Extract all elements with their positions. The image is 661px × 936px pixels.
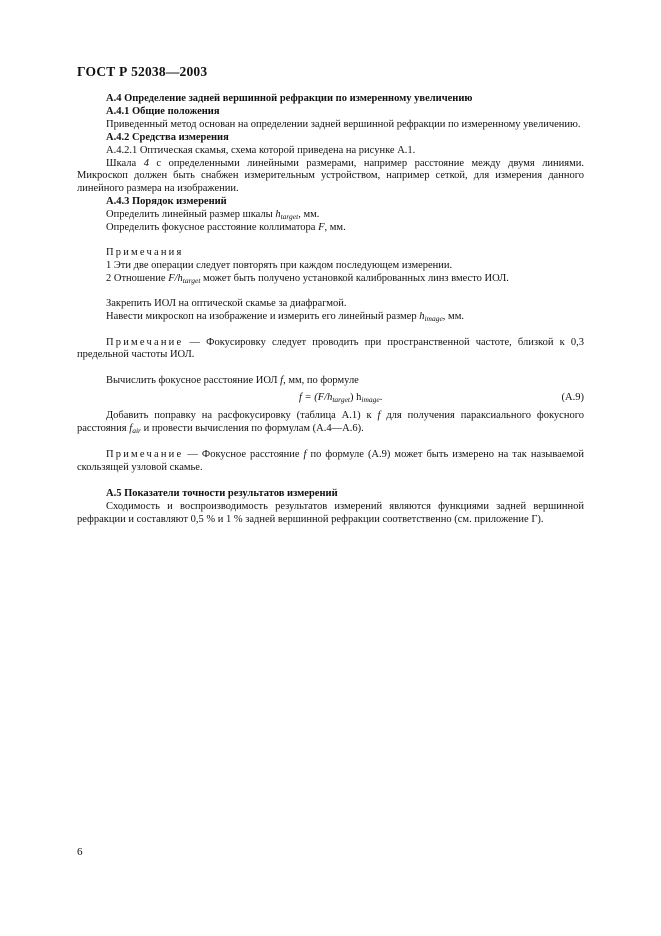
section-a421-text: А.4.2.1 Оптическая скамья, схема которой приведена на рисунке А.1. (106, 144, 416, 156)
formula-number: (А.9) (561, 392, 584, 404)
note-nodal-bench: Примечание — Фокусное расстояние f по формуле (А.9) может быть измерено на так называемой скользящей узловой скамье. (77, 449, 585, 473)
step-focus-microscope: Навести микроскоп на изображение и измерить его линейный размер $h_{image}$, мм. (106, 310, 464, 323)
step-measure-collimator: Определить фокусное расстояние коллиматора F, мм. (106, 222, 346, 234)
step-mount-iol: Закрепить ИОЛ на оптической скамье за диафрагмой. (106, 297, 347, 309)
section-a4-title: А.4 Определение задней вершинной рефракции по измеренному увеличению (106, 93, 473, 104)
section-a41-title: А.4.1 Общие положения (106, 105, 220, 117)
section-a5-title: А.5 Показатели точности результатов измерений (106, 487, 338, 499)
note-1: 1 Эти две операции следует повторять при каждом последующем измерении. (106, 259, 453, 271)
calc-instruction: Вычислить фокусное расстояние ИОЛ f, мм, по формуле (106, 375, 359, 387)
formula-expression: $f = (F/h_{target})$ $h_{image}$. (299, 392, 383, 405)
section-a41-text: Приведенный метод основан на определении задней вершинной рефракции по измеренному увеличению. (106, 118, 581, 130)
page-number: 6 (77, 846, 83, 858)
notes-label: Примечания (106, 246, 184, 258)
section-a43-title: А.4.3 Порядок измерений (106, 196, 227, 208)
step-measure-scale: Определить линейный размер шкалы $h_{target}$, мм. (106, 209, 320, 222)
document-body (77, 93, 584, 527)
defocus-correction-text: Добавить поправку на расфокусировку (таблица А.1) к f для получения параксиального фокусного расстояния $f_{air}$ и провести вычисления по формулам (А.4—А.6). (77, 410, 584, 436)
formula-a9 (77, 392, 584, 406)
section-a5-text: Сходимость и воспроизводимость результатов измерений являются функциями задней вершинной рефракции и составляют 0,5 % и 1 % задней вершинной рефракции соответственно (см. приложение Г). (77, 500, 584, 525)
note-focusing: Примечание — Фокусировку следует проводить при пространственной частоте, близкой к 0,3 предельной частоты ИОЛ. (77, 336, 584, 361)
section-a42-scale-text: Шкала 4 с определенными линейными размерами, например расстояние между двумя линиями. Микроскоп должен быть снабжен измерительным устройством, например сеткой, для измерения данного линейного размера на изображении. (77, 157, 585, 195)
document-header: ГОСТ Р 52038—2003 (77, 64, 208, 79)
section-a42-title: А.4.2 Средства измерения (106, 131, 229, 143)
note-2: 2 Отношение $F/h_{target}$ может быть получено установкой калиброванных линз вместо ИОЛ. (106, 272, 509, 285)
